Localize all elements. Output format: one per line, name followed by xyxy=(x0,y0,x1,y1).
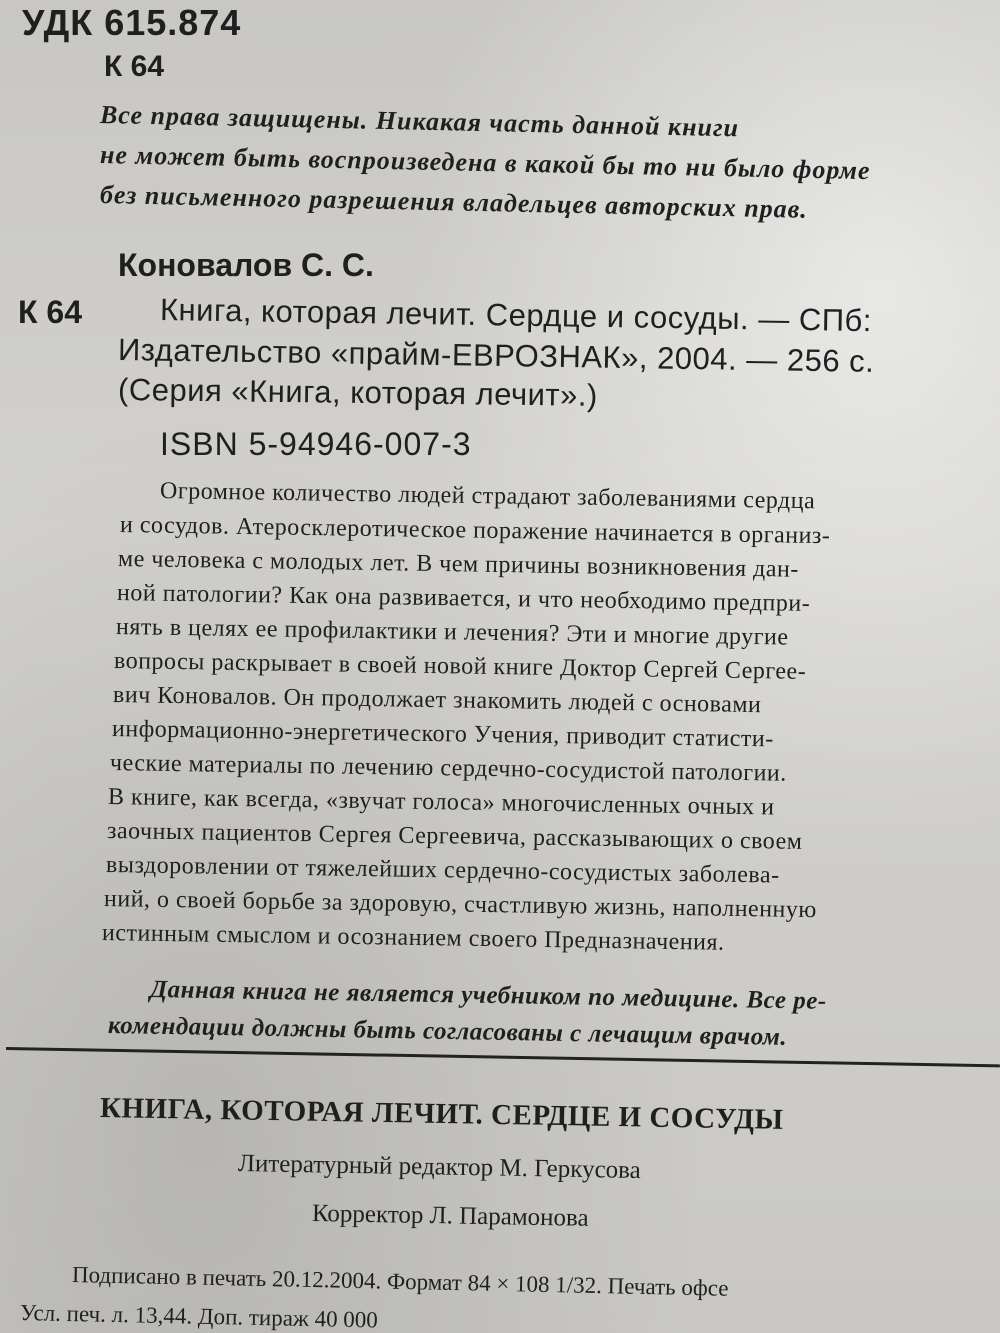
literary-editor: Литературный редактор М. Геркусова xyxy=(237,1150,641,1185)
author-name: Коновалов С. С. xyxy=(118,247,374,283)
corrector: Корректор Л. Парамонова xyxy=(311,1200,589,1232)
annotation-line-12: выздоровлении от тяжелейших сердечно-сосудистых заболева- xyxy=(105,852,780,889)
annotation-line-11: заочных пациентов Сергея Сергеевича, рассказывающих о своем xyxy=(106,818,803,855)
annotation-line-7: вич Коновалов. Он продолжает знакомить людей с основами xyxy=(112,682,762,719)
biblio-line-1: Книга, которая лечит. Сердце и сосуды. — СПб: xyxy=(159,292,873,339)
print-conditions-line: Усл. печ. л. 13,44. Доп. тираж 40 000 xyxy=(19,1300,379,1333)
disclaimer-line-1: Данная книга не является учебником по медицине. Все ре- xyxy=(149,976,827,1015)
divider-rule xyxy=(6,1047,1000,1067)
annotation-line-5: нять в целях ее профилактики и лечения? Эти и многие другие xyxy=(115,614,789,651)
library-code: К 64 xyxy=(104,50,165,83)
catalog-code: К 64 xyxy=(18,294,83,330)
annotation-line-8: информационно-энергетического Учения, приводит статисти- xyxy=(111,716,774,753)
rights-line-3: без письменного разрешения владельцев авторских прав. xyxy=(99,180,809,224)
disclaimer-line-2: комендации должны быть согласованы с лечащим врачом. xyxy=(107,1012,788,1051)
annotation-line-4: ной патологии? Как она развивается, и что необходимо предпри- xyxy=(116,580,811,617)
annotation-line-3: ме человека с молодых лет. В чем причины возникновения дан- xyxy=(117,546,800,583)
rights-line-2: не может быть воспроизведена в какой бы то ни было форме xyxy=(99,140,871,186)
biblio-line-2: Издательство «прайм-ЕВРОЗНАК», 2004. — 256 с. xyxy=(117,332,875,379)
imprint-title: КНИГА, КОТОРАЯ ЛЕЧИТ. СЕРДЦЕ И СОСУДЫ xyxy=(99,1092,784,1136)
print-signed-line: Подписано в печать 20.12.2004. Формат 84 × 108 1/32. Печать офсе xyxy=(71,1262,729,1301)
annotation-line-6: вопросы раскрывает в своей новой книге Доктор Сергей Сергее- xyxy=(113,648,807,685)
annotation-line-1: Огромное количество людей страдают заболеваниями сердца xyxy=(159,478,816,515)
annotation-line-14: истинным смыслом и осознанием своего Предназначения. xyxy=(101,920,725,956)
annotation-line-2: и сосудов. Атеросклеротическое поражение начинается в организ- xyxy=(119,512,831,550)
udk-code: УДК 615.874 xyxy=(22,2,242,43)
isbn: ISBN 5-94946-007-3 xyxy=(160,426,472,462)
annotation-line-9: ческие материалы по лечению сердечно-сосудистой патологии. xyxy=(109,750,787,787)
biblio-line-3: (Серия «Книга, которая лечит».) xyxy=(117,372,599,413)
annotation-line-13: ний, о своей борьбе за здоровую, счастливую жизнь, наполненную xyxy=(103,886,817,924)
rights-line-1: Все права защищены. Никакая часть данной книги xyxy=(99,100,740,143)
annotation-line-10: В книге, как всегда, «звучат голоса» многочисленных очных и xyxy=(107,784,775,821)
